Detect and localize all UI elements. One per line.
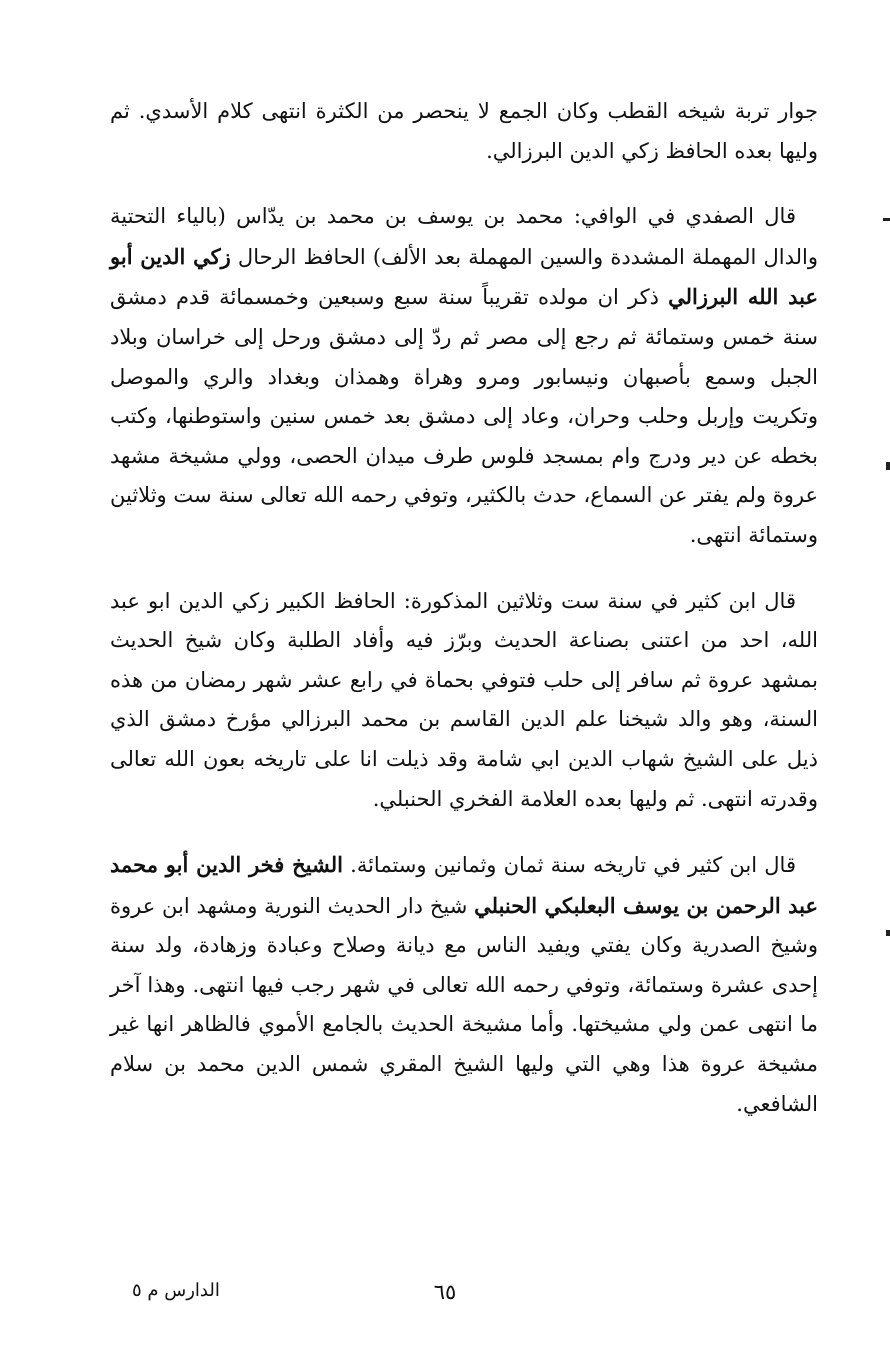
- paragraph-1-text: جوار تربة شيخه القطب وكان الجمع لا ينحصر من الكثرة انتهى كلام الأسدي. ثم وليها بعده الحافظ زكي الدين البرزالي.: [110, 99, 818, 163]
- page-number: ٦٥: [433, 1280, 457, 1304]
- paragraph-3: [110, 582, 818, 820]
- signature-mark: الدارس م ٥: [132, 1280, 220, 1301]
- paragraph-4-text-a: قال ابن كثير في تاريخه سنة ثمان وثمانين وستمائة.: [342, 853, 796, 878]
- paragraph-2-text-a: قال الصفدي في الوافي: محمد بن يوسف بن محمد بن يدّاس (بالياء التحتية والدال المهملة المشددة والسين المهملة بعد الألف) الحافظ الرحال: [110, 204, 818, 269]
- paragraph-4: [110, 845, 818, 1124]
- paragraph-1: [110, 92, 818, 171]
- margin-mark: [883, 218, 890, 221]
- paragraph-4-text-b: شيخ دار الحديث النورية ومشهد ابن عروة وشيخ الصدرية وكان يفتي ويفيد الناس مع ديانة وصلاح وعبادة وزهادة، ولد سنة إحدى عشرة وستمائة، وتوفي رحمه الله تعالى في شهر رجب فيها انتهى. وهذا آخر ما انتهى عمن ولي مشيختها. وأما مشيخة الحديث بالجامع الأموي فالظاهر انها غير مشيخة عروة هذا وهي التي وليها الشيخ المقري شمس الدين محمد بن سلام الشافعي.: [110, 893, 818, 1116]
- page-body: [110, 92, 818, 1124]
- paragraph-4-bold-name: الشيخ فخر الدين أبو محمد عبد الرحمن بن يوسف البعلبكي الحنبلي: [110, 852, 818, 918]
- margin-mark: [886, 930, 890, 936]
- paragraph-2: [110, 197, 818, 555]
- paragraph-3-text: قال ابن كثير في سنة ست وثلاثين المذكورة: الحافظ الكبير زكي الدين ابو عبد الله، احد من اعتنى بصناعة الحديث وبرّز فيه وأفاد الطلبة وكان شيخ الحديث بمشهد عروة ثم سافر إلى حلب فتوفي بحماة في رابع عشر شهر رمضان من هذه السنة، وهو والد شيخنا علم الدين القاسم بن محمد البرزالي مؤرخ دمشق الذي ذيل على الشيخ شهاب الدين ابي شامة وقد ذيلت انا على تاريخه بعون الله تعالى وقدرته انتهى. ثم وليها بعده العلامة الفخري الحنبلي.: [110, 588, 818, 811]
- paragraph-2-text-b: ذكر ان مولده تقريباً سنة سبع وسبعين وخمسمائة قدم دمشق سنة خمس وستمائة ثم رجع إلى مصر ثم ردّ إلى دمشق ورحل إلى خراسان وبلاد الجبل وسمع بأصبهان ونيسابور ومرو وهراة وهمذان وبغداد والري والموصل وتكريت وإربل وحلب وحران، وعاد إلى دمشق بعد خمس سنين واستوطنها، وكتب بخطه عن دير ودرج وام بمسجد فلوس طرف ميدان الحصى، وولي مشيخة مشهد عروة ولم يفتر عن السماع، حدث بالكثير، وتوفي رحمه الله تعالى سنة ست وثلاثين وستمائة انتهى.: [110, 285, 818, 547]
- margin-mark: [886, 462, 890, 470]
- paragraph-2-bold-name: زكي الدين أبو عبد الله البرزالي: [110, 243, 818, 310]
